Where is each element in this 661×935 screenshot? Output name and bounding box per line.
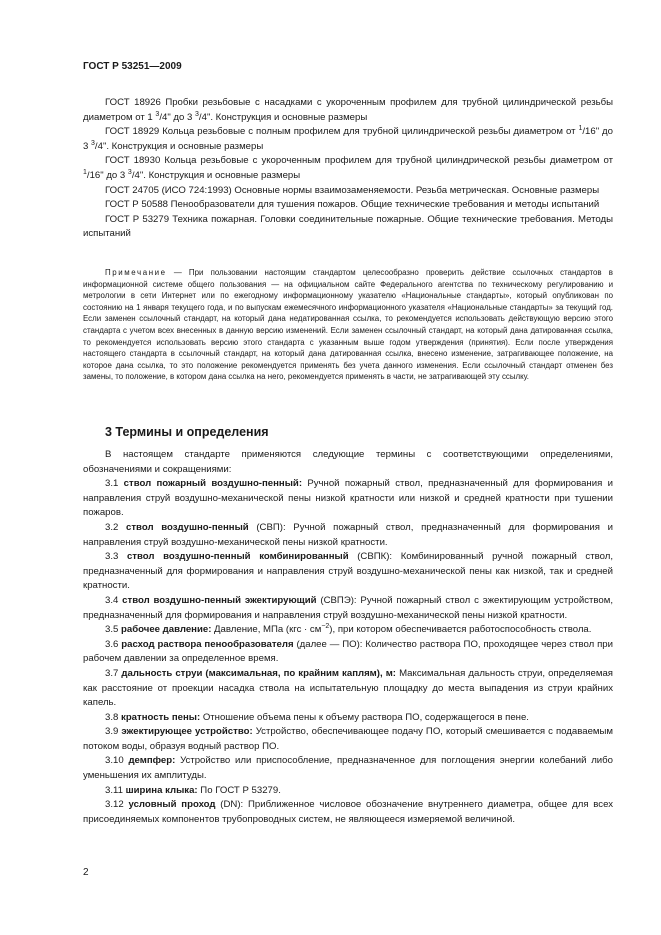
note-text: — При пользовании настоящим стандартом целесообразно проверить действие ссылочных стандартов в информационной системе общего пользования — на официальном сайте Федерального агентства по техническому регулированию и метрологии в сети Интернет или по ежегодному информационному указателю «Национальные стандарты», который опубликован по состоянию на 1 января текущего года, и по выпускам ежемесячного информационного указателя «Национальные стандарты» за текущий год. Если заменен ссылочный стандарт, на который дана недатированная ссылка, то рекомендуется использовать действующую версию этого стандарта с учетом всех внесенных в данную версию изменений. Если заменен ссылочный стандарт, на который дана датированная ссылка, то рекомендуется использовать версию этого стандарта с указанным выше годом утверждения (принятия). Если после утверждения настоящего стандарта в ссылочный стандарт, на который дана датированная ссылка, внесено изменение, затрагивающее положение, на которое дана ссылка, то это положение рекомендуется применять без учета данного изменения. Если ссылочный стандарт отменен без замены, то положение, в котором дана ссылка на него, рекомендуется применять в части, не затрагивающей эту ссылку. (83, 268, 613, 382)
reference-item: ГОСТ 18926 Пробки резьбовые с насадками с укороченным профилем для трубной цилиндрической резьбы диаметром от 1 $^3$/4" до 3 $^3$/4". Конструкция и основные размеры (83, 97, 613, 123)
section-title: 3 Термины и определения (105, 425, 269, 439)
term-item: 3.8 кратность пены: Отношение объема пены к объему раствора ПО, содержащегося в пене. (105, 711, 529, 723)
term-item: 3.2 ствол воздушно-пенный (СВП): Ручной пожарный ствол, предназначенный для формирования и направления струй воздушно-механической пены низкой кратности. (83, 521, 613, 548)
reference-item: ГОСТ 18929 Кольца резьбовые с полным профилем для трубной цилиндрической резьбы диаметром от $^1$/16" до 3 $^3$/4". Конструкция и основные размеры (83, 125, 613, 152)
reference-item: ГОСТ 18930 Кольца резьбовые с укороченным профилем для трубной цилиндрической резьбы диаметром от $^1$/16" до 3 $^3$/4". Конструкция и основные размеры (83, 155, 613, 181)
term-item: 3.11 ширина клыка: По ГОСТ Р 53279. (105, 784, 281, 796)
note-label: Примечание (105, 268, 167, 277)
term-item: 3.6 расход раствора пенообразователя (далее — ПО): Количество раствора ПО, проходящее через ствол при рабочем давлении за определенное время. (83, 638, 613, 665)
intro-paragraph: В настоящем стандарте применяются следующие термины с соответствующими определениями, обозначениями и сокращениями: (83, 449, 613, 475)
reference-item: ГОСТ Р 50588 Пенообразователи для тушения пожаров. Общие технические требования и методы испытаний (105, 199, 600, 211)
document-code-header: ГОСТ Р 53251—2009 (83, 61, 182, 72)
term-item: 3.1 ствол пожарный воздушно-пенный: Ручной пожарный ствол, предназначенный для формирования и направления струй воздушно-механической пены низкой кратности или низкой и средней кратности при тушении пожаров. (83, 478, 613, 519)
page-number: 2 (83, 867, 89, 878)
reference-item: ГОСТ 24705 (ИСО 724:1993) Основные нормы взаимозаменяемости. Резьба метрическая. Основные размеры (105, 184, 600, 196)
term-item: 3.3 ствол воздушно-пенный комбинированный (СВПК): Комбинированный ручной пожарный ствол, предназначенный для формирования и направления струй воздушно-механической пены как низкой, так и средней кратности. (83, 551, 613, 592)
note-block (83, 267, 613, 383)
terms-list (83, 448, 613, 827)
term-item: 3.9 эжектирующее устройство: Устройство, обеспечивающее подачу ПО, который смешивается с подаваемым потоком воды, образуя водный раствор ПО. (83, 726, 613, 752)
normative-references (83, 96, 613, 242)
term-item: 3.10 демпфер: Устройство или приспособление, предназначенное для поглощения энергии колебаний либо уменьшения их амплитуды. (83, 755, 613, 782)
term-item: 3.4 ствол воздушно-пенный эжектирующий (СВПЭ): Ручной пожарный ствол с эжектирующим устройством, предназначенный для формирования и направления струй воздушно-механической пены низкой кратности. (83, 594, 613, 621)
reference-item: ГОСТ Р 53279 Техника пожарная. Головки соединительные пожарные. Общие технические требования. Методы испытаний (83, 213, 613, 240)
term-item: 3.12 условный проход (DN): Приближенное числовое обозначение внутреннего диаметра, общее для всех присоединяемых компонентов трубопроводных систем, не являющееся измеряемой величиной. (83, 799, 614, 825)
term-item: 3.5 рабочее давление: Давление, МПа $(кгс \cdot см^{-2})$, при котором обеспечивается работоспособность ствола. (105, 622, 592, 636)
term-item: 3.7 дальность струи (максимальная, по крайним каплям), м: Максимальная дальность струи, определяемая как расстояние от проекции насадка ствола на испытательную площадку до места выпадения из струи крайних капель. (83, 667, 613, 709)
